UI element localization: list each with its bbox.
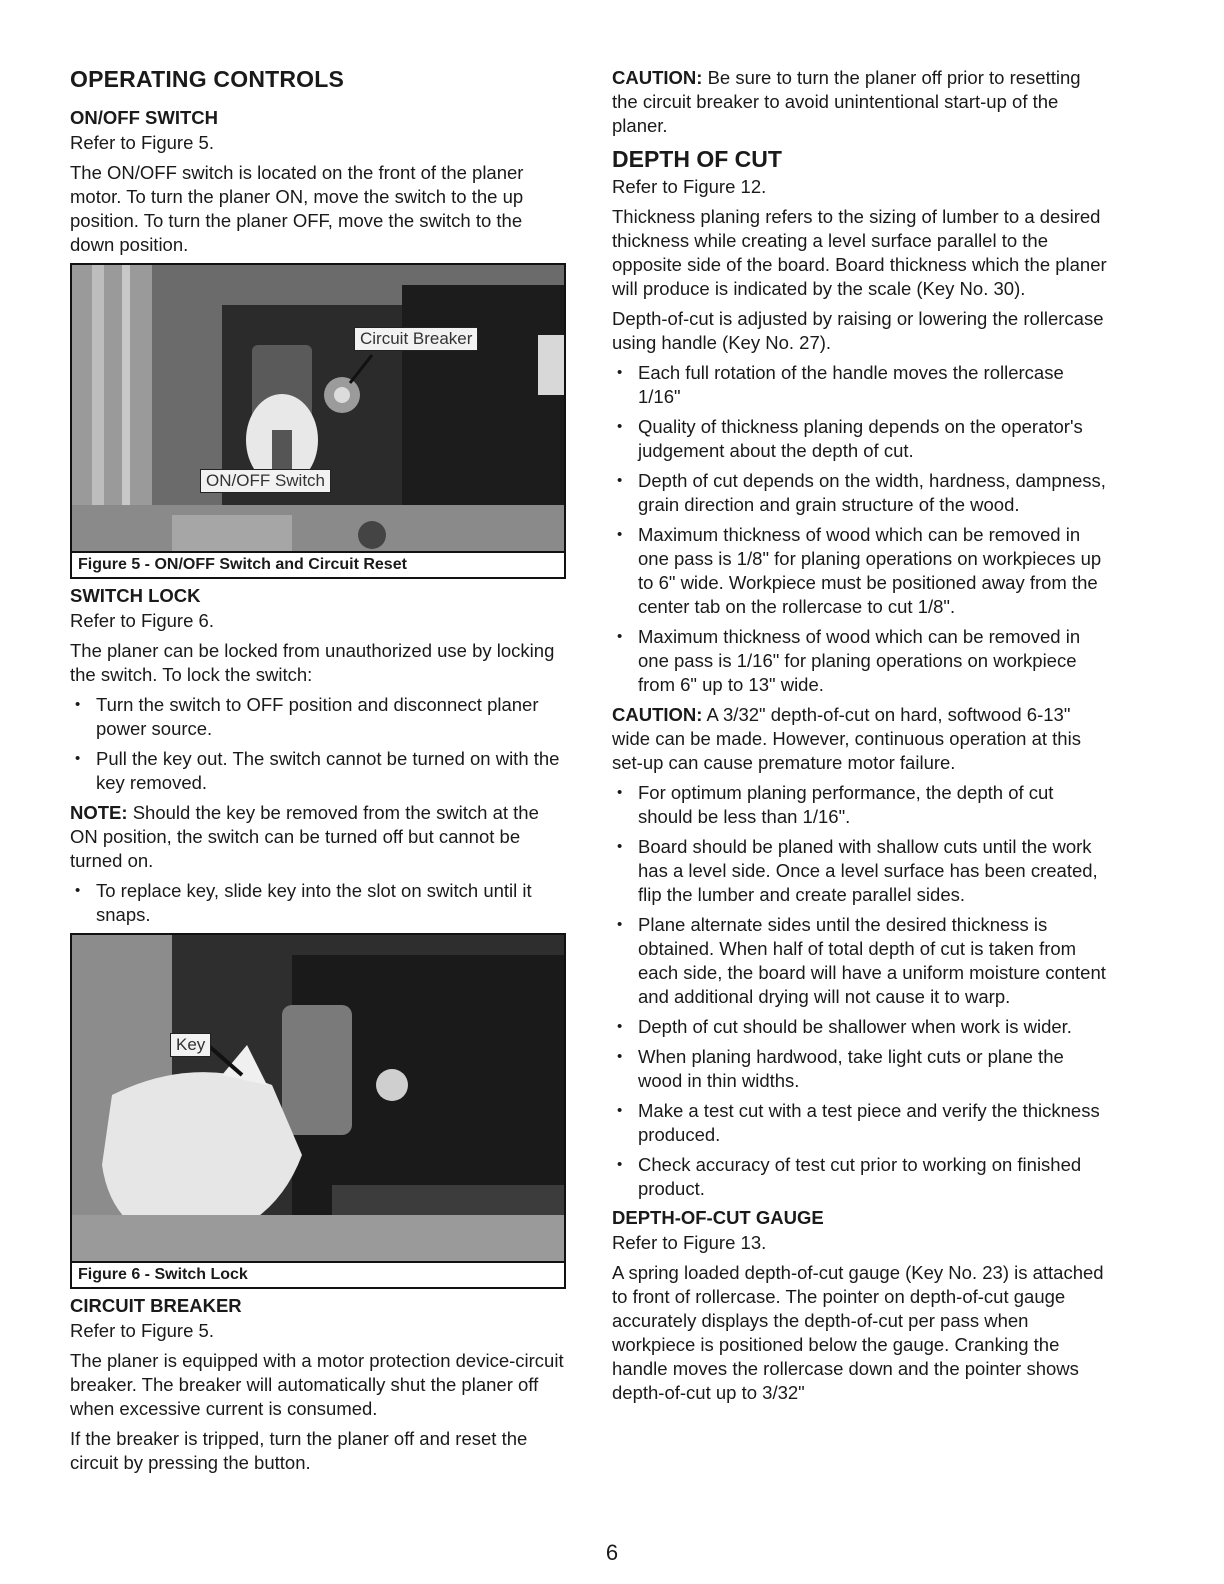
note-paragraph [70, 801, 566, 873]
heading-circuit-breaker: CIRCUIT BREAKER [70, 1295, 242, 1316]
caution-text: A 3/32" depth-of-cut on hard, softwood 6-13" wide can be made. However, continuous operation at this set-up can cause premature motor failure. [612, 704, 1081, 773]
depth-bullets-2 [612, 781, 1108, 1201]
section-title-depth-of-cut: DEPTH OF CUT [612, 146, 782, 172]
ref-figure-6: Refer to Figure 6. [70, 610, 214, 631]
ref-figure-5: Refer to Figure 5. [70, 132, 214, 153]
list-item: • Maximum thickness of wood which can be removed in one pass is 1/8" for planing operations on workpieces up to 6" wide. Workpiece must be positioned away from the center tab on the rollercase to cut 1/8". [612, 523, 1108, 619]
list-item: • Pull the key out. The switch cannot be turned on with the key removed. [70, 747, 566, 795]
list-item: • To replace key, slide key into the slot on switch until it snaps. [70, 879, 566, 927]
onoff-description: The ON/OFF switch is located on the front of the planer motor. To turn the planer ON, move the switch to the up position. To turn the planer OFF, move the switch to the down position. [70, 162, 524, 255]
switch-lock-steps [70, 693, 566, 795]
depth-bullets [612, 361, 1108, 697]
caution-text: Be sure to turn the planer off prior to resetting the circuit breaker to avoid unintentional start-up of the planer. [612, 67, 1081, 136]
list-item: • When planing hardwood, take light cuts or plane the wood in thin widths. [612, 1045, 1108, 1093]
heading-onoff-switch: ON/OFF SWITCH [70, 107, 218, 128]
ref-figure-13: Refer to Figure 13. [612, 1232, 767, 1253]
list-item: • Maximum thickness of wood which can be removed in one pass is 1/16" for planing operations on workpiece from 6" up to 13" wide. [612, 625, 1108, 697]
caution-depth [612, 703, 1108, 775]
right-column [612, 66, 1108, 1411]
breaker-reset-instructions: If the breaker is tripped, turn the planer off and reset the circuit by pressing the button. [70, 1428, 528, 1473]
breaker-description: The planer is equipped with a motor protection device-circuit breaker. The breaker will automatically shut the planer off when excessive current is consumed. [70, 1350, 564, 1419]
section-title-operating-controls: OPERATING CONTROLS [70, 66, 345, 92]
list-item: • Check accuracy of test cut prior to working on finished product. [612, 1153, 1108, 1201]
heading-switch-lock: SWITCH LOCK [70, 585, 201, 606]
caution-label: CAUTION: [612, 704, 703, 725]
figure-6-caption: Figure 6 - Switch Lock [72, 1261, 564, 1287]
list-item: • Each full rotation of the handle moves the rollercase 1/16" [612, 361, 1108, 409]
figure-5-caption: Figure 5 - ON/OFF Switch and Circuit Reset [72, 551, 564, 577]
figure-6 [70, 933, 566, 1289]
list-item: • Quality of thickness planing depends on the operator's judgement about the depth of cut. [612, 415, 1108, 463]
list-item: • Plane alternate sides until the desired thickness is obtained. When half of total depth of cut is taken from each side, the board will have a uniform moisture content and additional drying will not cause it to warp. [612, 913, 1108, 1009]
ref-figure-12: Refer to Figure 12. [612, 176, 767, 197]
list-item: • Depth of cut should be shallower when work is wider. [612, 1015, 1108, 1039]
switch-lock-description: The planer can be locked from unauthorized use by locking the switch. To lock the switch: [70, 640, 555, 685]
note-label: NOTE: [70, 802, 128, 823]
note-text: Should the key be removed from the switch at the ON position, the switch can be turned off but cannot be turned on. [70, 802, 539, 871]
ref-figure-5-breaker: Refer to Figure 5. [70, 1320, 214, 1341]
figure-5 [70, 263, 566, 579]
depth-adjust-description: Depth-of-cut is adjusted by raising or lowering the rollercase using handle (Key No. 27). [612, 308, 1104, 353]
thickness-planing-description: Thickness planing refers to the sizing of lumber to a desired thickness while creating a level surface parallel to the opposite side of the board. Board thickness which the planer will produce is indicated by the scale (Key No. 30). [612, 206, 1107, 299]
page-number: 6 [605, 1540, 619, 1565]
caution-label: CAUTION: [612, 67, 703, 88]
gauge-description: A spring loaded depth-of-cut gauge (Key No. 23) is attached to front of rollercase. The pointer on depth-of-cut gauge accurately displays the depth-of-cut per pass when workpiece is positioned below the gauge. Cranking the handle moves the rollercase down and the pointer shows depth-of-cut up to 3/32" [612, 1262, 1104, 1403]
left-column [70, 66, 566, 1481]
figure-5-photo [72, 265, 566, 577]
list-item: • Turn the switch to OFF position and disconnect planer power source. [70, 693, 566, 741]
list-item: • Make a test cut with a test piece and verify the thickness produced. [612, 1099, 1108, 1147]
list-item: • For optimum planing performance, the depth of cut should be less than 1/16". [612, 781, 1108, 829]
list-item: • Depth of cut depends on the width, hardness, dampness, grain direction and grain structure of the wood. [612, 469, 1108, 517]
heading-depth-of-cut-gauge: DEPTH-OF-CUT GAUGE [612, 1207, 824, 1228]
caution-reset [612, 66, 1108, 138]
callout-key: Key [170, 1033, 211, 1057]
replace-key-step [70, 879, 566, 927]
figure-6-photo [72, 935, 566, 1287]
list-item: • Board should be planed with shallow cuts until the work has a level side. Once a level surface has been created, flip the lumber and create parallel sides. [612, 835, 1108, 907]
callout-onoff-switch: ON/OFF Switch [200, 469, 331, 493]
callout-circuit-breaker: Circuit Breaker [354, 327, 478, 351]
